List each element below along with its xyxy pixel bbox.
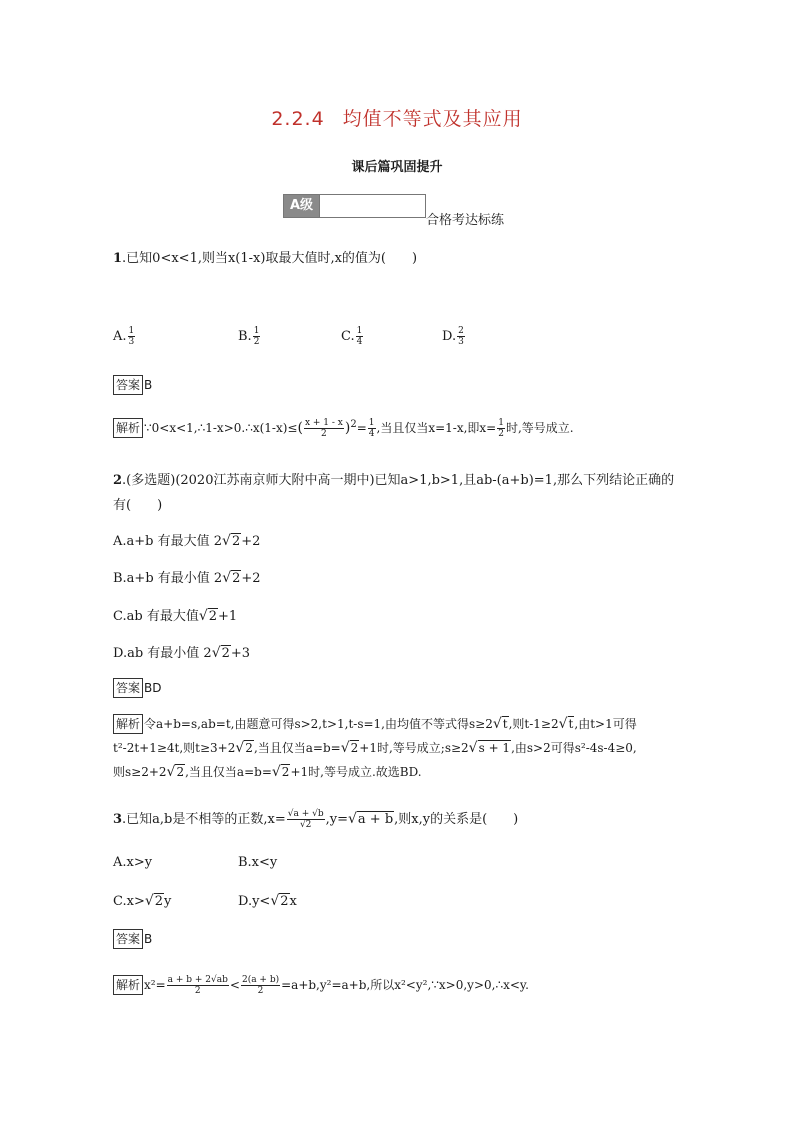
answer-tag: 答案 [113, 678, 143, 698]
question-2-option-a [113, 530, 260, 549]
radicand: 2 [154, 894, 164, 909]
option-text: +1 [218, 609, 238, 624]
analysis-text: =a+b,y²=a+b,所以x²<y²,∵x>0,y>0,∴x<y. [281, 978, 529, 992]
answer-value: BD [144, 681, 162, 695]
sqrt-icon: √ [222, 570, 232, 586]
question-1-text: .已知0<x<1,则当x(1-x)取最大值时,x的值为( ) [122, 251, 418, 266]
question-1-stem [113, 247, 417, 266]
sqrt-icon: √ [340, 740, 350, 756]
question-3-option-b: B.x<y [238, 855, 278, 870]
option-fraction [457, 326, 465, 347]
answer-value: B [144, 378, 153, 392]
question-1-answer [113, 375, 152, 395]
fraction-denominator: 2 [253, 337, 260, 347]
analysis-fraction [368, 418, 376, 439]
section-number: 2.2.4 [271, 108, 325, 130]
analysis-text: 时,等号成立. [505, 421, 574, 435]
option-fraction [253, 326, 261, 347]
question-3-option-d [238, 893, 297, 909]
analysis-fraction [304, 418, 344, 439]
exponent: 2 [350, 419, 357, 430]
question-2-option-d [113, 642, 250, 661]
sqrt-icon: √ [347, 811, 357, 827]
analysis-text: ,则t-1≥2 [508, 717, 559, 731]
option-text: D.y< [238, 894, 271, 909]
analysis-tag: 解析 [113, 975, 143, 995]
question-1-option-b [238, 326, 261, 347]
question-2-analysis-line3 [113, 763, 422, 780]
analysis-fraction [497, 418, 505, 439]
sqrt-icon: √ [271, 764, 281, 780]
radicand: 2 [221, 646, 230, 661]
option-text: +2 [241, 571, 261, 586]
option-text: B.a+b 有最小值 2 [113, 571, 223, 586]
level-badge: A级 [283, 194, 320, 218]
level-text: 合格考达标练 [426, 213, 505, 228]
fraction-numerator: 1 [253, 326, 260, 336]
radicand: t [568, 717, 574, 731]
analysis-text: ,由t>1可得 [574, 717, 637, 731]
option-label: B. [238, 329, 252, 344]
analysis-tag: 解析 [113, 714, 143, 734]
sqrt-icon: √ [222, 533, 231, 549]
analysis-text: < [229, 978, 240, 992]
question-2-stem-line1 [113, 469, 674, 488]
analysis-text: 令a+b=s,ab=t,由题意可得s>2,t>1,t-s=1,由均值不等式得s≥2 [144, 717, 493, 731]
fraction-denominator: 2 [257, 986, 264, 996]
analysis-text: t²-2t+1≥4t,则t≥3+2 [113, 741, 236, 755]
option-fraction [356, 326, 364, 347]
question-3-text: ,则x,y的关系是( ) [394, 812, 519, 827]
option-label: A. [113, 329, 127, 344]
analysis-text: = [356, 421, 367, 435]
fraction-numerator: 1 [128, 326, 135, 336]
fraction-numerator: x + 1 - x [304, 418, 343, 428]
analysis-text: ,当且仅当a=b= [185, 765, 272, 779]
fraction-numerator: 2 [458, 326, 464, 336]
sqrt-icon: √ [211, 645, 221, 661]
sqrt-icon: √ [492, 716, 502, 732]
question-3-answer [113, 929, 152, 949]
analysis-text: ,当且仅当a=b= [253, 741, 341, 755]
radicand: t [502, 717, 508, 731]
question-3-stem [113, 808, 518, 830]
question-2-option-b [113, 567, 261, 586]
question-1-number: 1 [113, 251, 123, 266]
question-3-option-a: A.x>y [113, 855, 153, 870]
question-2-text: .(多选题)(2020江苏南京师大附中高一期中)已知a>1,b>1,且ab-(a+b)=1,那么下列结论正确的 [122, 473, 675, 488]
section-title-text: 均值不等式及其应用 [342, 108, 523, 130]
option-text: +2 [241, 534, 261, 549]
fraction-denominator: 2 [321, 429, 327, 439]
radicand: 2 [280, 894, 289, 909]
option-text: +3 [230, 646, 251, 661]
analysis-text: +1时,等号成立.故选BD. [290, 765, 422, 779]
section-title [0, 104, 794, 131]
answer-value: B [144, 932, 153, 946]
paren-close: ) [344, 420, 351, 436]
analysis-fraction [167, 975, 229, 996]
question-2-option-c [113, 605, 237, 624]
radicand: 2 [208, 609, 218, 624]
question-3-number: 3 [113, 812, 123, 827]
option-text: C.x> [113, 894, 145, 909]
answer-tag: 答案 [113, 929, 143, 949]
fraction-denominator: √2 [299, 820, 312, 830]
option-label: D. [442, 329, 457, 344]
analysis-text: ∵0<x<1,∴1-x>0.∴x(1-x)≤ [144, 421, 298, 435]
paren-open: ( [297, 420, 303, 436]
fraction-denominator: 2 [498, 429, 504, 439]
analysis-text: ,当且仅当x=1-x,即x= [376, 421, 497, 435]
fraction-denominator: 3 [458, 337, 464, 347]
option-text: x [289, 894, 297, 909]
analysis-text: 则s≥2+2 [113, 765, 167, 779]
analysis-fraction [241, 975, 280, 996]
sqrt-icon: √ [270, 893, 280, 909]
question-2-number: 2 [113, 473, 123, 488]
fraction-denominator: 3 [128, 337, 135, 347]
level-box [319, 194, 426, 218]
radicand: 2 [176, 765, 185, 779]
sqrt-icon: √ [468, 740, 478, 756]
option-text: A.a+b 有最大值 2 [113, 534, 223, 549]
fraction-numerator: 1 [356, 326, 363, 336]
fraction-numerator: 2(a + b) [241, 975, 280, 985]
sqrt-icon: √ [166, 764, 176, 780]
question-1-option-a [113, 326, 136, 347]
fraction-numerator: 1 [368, 418, 375, 428]
analysis-text: x²= [144, 978, 166, 992]
sqrt-icon: √ [144, 893, 154, 909]
fraction-numerator: √a + √b [287, 809, 324, 819]
question-2-stem-line2: 有( ) [113, 498, 163, 513]
question-3-fraction [287, 809, 325, 830]
analysis-text: +1时,等号成立;s≥2 [359, 741, 469, 755]
question-2-analysis-line1 [113, 714, 637, 734]
sqrt-icon: √ [558, 716, 568, 732]
question-1-analysis [113, 418, 574, 439]
radicand: 2 [245, 741, 253, 755]
sqrt-icon: √ [198, 608, 208, 624]
option-fraction [128, 326, 136, 347]
radicand: s + 1 [478, 741, 511, 755]
fraction-denominator: 4 [356, 337, 363, 347]
radicand: 2 [232, 571, 241, 586]
question-3-analysis [113, 975, 529, 996]
analysis-tag: 解析 [113, 418, 143, 438]
question-3-text: ,y= [325, 812, 348, 827]
question-2-answer [113, 678, 162, 698]
question-3-option-c [113, 893, 171, 909]
question-1-option-c [341, 326, 364, 347]
question-3-text: .已知a,b是不相等的正数,x= [122, 812, 286, 827]
radicand: 2 [231, 534, 241, 549]
question-1-option-d [442, 326, 466, 347]
option-label: C. [341, 329, 355, 344]
sqrt-icon: √ [235, 740, 245, 756]
answer-tag: 答案 [113, 375, 143, 395]
fraction-numerator: a + b + 2√ab [167, 975, 228, 985]
option-text: D.ab 有最小值 2 [113, 646, 212, 661]
option-text: y [164, 894, 172, 909]
radicand: a + b [357, 812, 394, 827]
radicand: 2 [281, 765, 290, 779]
radicand: 2 [350, 741, 359, 755]
page-subtitle: 课后篇巩固提升 [351, 160, 443, 175]
analysis-text: ,由s>2可得s²-4s-4≥0, [511, 741, 637, 755]
fraction-numerator: 1 [498, 418, 504, 428]
level-header [283, 194, 426, 220]
fraction-denominator: 4 [368, 429, 375, 439]
question-2-analysis-line2 [113, 739, 637, 756]
fraction-denominator: 2 [194, 986, 201, 996]
option-text: C.ab 有最大值 [113, 609, 199, 624]
